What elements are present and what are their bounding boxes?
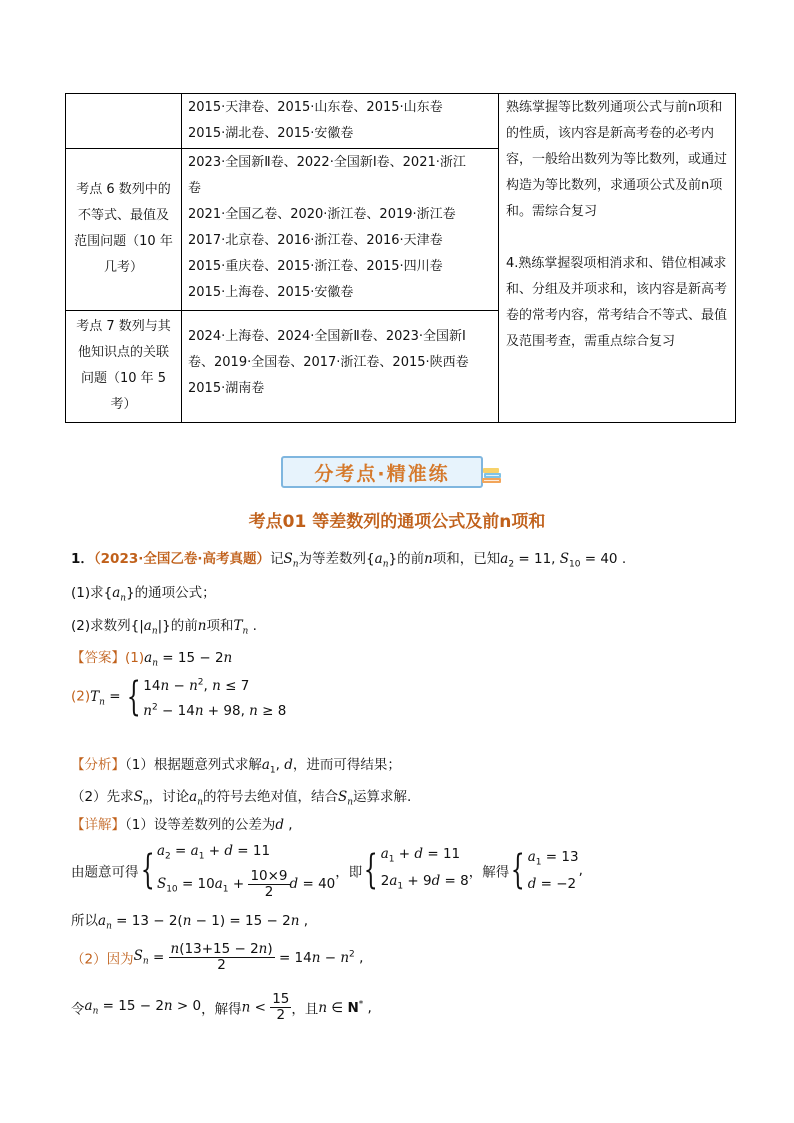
question-text: 的通项公式； [134, 585, 216, 601]
detail-line-3: 所以$a_n = 13 - 2(n - 1) = 15 - 2n$ , [71, 913, 308, 932]
banner-text: 分考点·精准练 [314, 462, 450, 485]
detail-text: ，解得 [201, 1001, 242, 1018]
exam-source-line: 2015·湖北卷、2015·安徽卷 [188, 126, 354, 141]
answer-line-2: $(2)T_n$ = { $14n - n^2$, n ≤ 7 $n^2 - 14n + 98$, n ≥ 8 [71, 673, 287, 720]
exam-source-line: 2024·上海卷、2024·全国新Ⅱ卷、2023·全国新Ⅰ [188, 328, 466, 344]
analysis-text: 的符号去绝对值，结合 [203, 789, 338, 805]
detail-line-4: （2）因为$S_n$ = $\frac{n(13+15 - 2n)}{2}$ = $14n - n^2$ , [71, 941, 364, 973]
section-banner [281, 452, 507, 490]
detail-text: ，且 [291, 1001, 319, 1018]
analysis-text: ，讨论 [148, 789, 190, 805]
detail-label: 【详解】 [71, 817, 125, 833]
detail-text: 所以 [71, 913, 98, 929]
problem-source: （2023·全国乙卷·高考真题） [93, 551, 270, 567]
detail-text: （1）设等差数列的公差为 [125, 817, 276, 833]
exam-point-cell: 考点 6 数列中的不等式、最值及范围问题（10 年几考） [66, 149, 182, 310]
question-2: (2)求数列$\{|a_n|\}$的前n项和$T_n$ . [71, 618, 257, 637]
exam-source-line: 2015·上海卷、2015·安徽卷 [188, 285, 354, 301]
exam-source-line: 2021·全国乙卷、2020·浙江卷、2019·浙江卷 [188, 207, 456, 223]
detail-line-1: 【详解】（1）设等差数列的公差为d , [71, 817, 293, 833]
exam-sources-cell [182, 149, 499, 310]
review-advice-cell [499, 94, 736, 423]
analysis-text: （1）根据题意列式求解 [125, 757, 262, 773]
question-text: (1)求 [71, 585, 104, 601]
analysis-text: ，进而可得结果； [292, 757, 401, 773]
section-title: 考点01 等差数列的通项公式及前n项和 [248, 512, 546, 532]
exam-source-line: 2015·湖南卷 [188, 380, 265, 396]
detail-text: ，即 [335, 864, 363, 881]
stem-text: 为等差数列 [298, 551, 367, 567]
problem-stem: 1．（2023·全国乙卷·高考真题）记$S_n$为等差数列$\{a_n\}$的前n项和，已知$a_2 = 11$, $S_{10} = 40$ . [71, 551, 627, 570]
question-1: (1)求$\{a_n\}$的通项公式； [71, 585, 216, 604]
exam-sources-cell [182, 310, 499, 422]
stem-text: 项和，已知 [432, 551, 501, 567]
stem-text: 的前 [397, 551, 425, 567]
answer-line-1: 【答案】$(1)a_n = 15 - 2n$ [71, 650, 233, 669]
answer-label: 【答案】 [71, 650, 125, 666]
detail-line-5: 令$a_n = 15 - 2n > 0$，解得n < $\frac{15}{2}$ ，且n ∈ N* , [71, 991, 372, 1023]
answer-prefix: (2) [71, 688, 91, 705]
exam-source-line: 卷 [188, 181, 202, 197]
analysis-text: （2）先求 [71, 789, 134, 805]
exam-point-cell: 考点 7 数列与其他知识点的关联问题（10 年 5 考） [66, 310, 182, 422]
advice-paragraph: 4.熟练掌握裂项相消求和、错位相减求和、分组及并项求和，该内容是新高考卷的常考内容，常考结合不等式、最值及范围考查，需重点综合复习 [506, 256, 728, 349]
answer-prefix: (1) [125, 650, 145, 666]
analysis-text: 运算求解. [353, 789, 412, 805]
analysis-line-1: 【分析】（1）根据题意列式求解$a_1$, d，进而可得结果； [71, 757, 401, 776]
exam-source-line: 2015·重庆卷、2015·浙江卷、2015·四川卷 [188, 259, 443, 275]
detail-text: 令 [71, 1001, 85, 1018]
banner-box [281, 456, 483, 488]
question-text: 项和 [206, 618, 234, 634]
stem-text: 记 [270, 551, 284, 567]
exam-point-cell [66, 94, 182, 149]
question-text: (2)求数列 [71, 618, 131, 634]
book-stack-icon [481, 466, 503, 486]
exam-source-line: 2015·天津卷、2015·山东卷、2015·山东卷 [188, 100, 443, 115]
exam-source-line: 2023·全国新Ⅱ卷、2022·全国新Ⅰ卷、2021·浙江 [188, 155, 466, 171]
detail-line-2: 由题意可得{ $a_2 = a_1 + d = 11$ $S_{10} = 10a_1$ + $\frac{10\times 9}{2}$ d = 40，即{ $a_1 + d = 11$ $2a_1 + 9d = 8$，解得{ $a_1 = 13$ d = −2, [71, 843, 583, 900]
problem-number: 1． [71, 551, 94, 567]
analysis-label: 【分析】 [71, 757, 125, 773]
exam-source-line: 卷、2019·全国卷、2017·浙江卷、2015·陕西卷 [188, 354, 469, 370]
question-text: 的前 [170, 618, 198, 634]
detail-text: 由题意可得 [71, 864, 139, 881]
analysis-line-2: （2）先求$S_n$，讨论$a_n$的符号去绝对值，结合$S_n$运算求解. [71, 789, 412, 808]
exam-source-line: 2017·北京卷、2016·浙江卷、2016·天津卷 [188, 233, 443, 249]
detail-text: （2）因为 [71, 951, 134, 968]
detail-text: ，解得 [468, 864, 510, 881]
advice-paragraph: 熟练掌握等比数列通项公式与前n项和的性质，该内容是新高考卷的必考内容，一般给出数列为等比数列，或通过构造为等比数列，求通项公式及前n项和。需综合复习 [506, 100, 728, 219]
exam-sources-cell [182, 94, 499, 149]
exam-points-table [65, 93, 736, 423]
table-row [66, 94, 736, 149]
